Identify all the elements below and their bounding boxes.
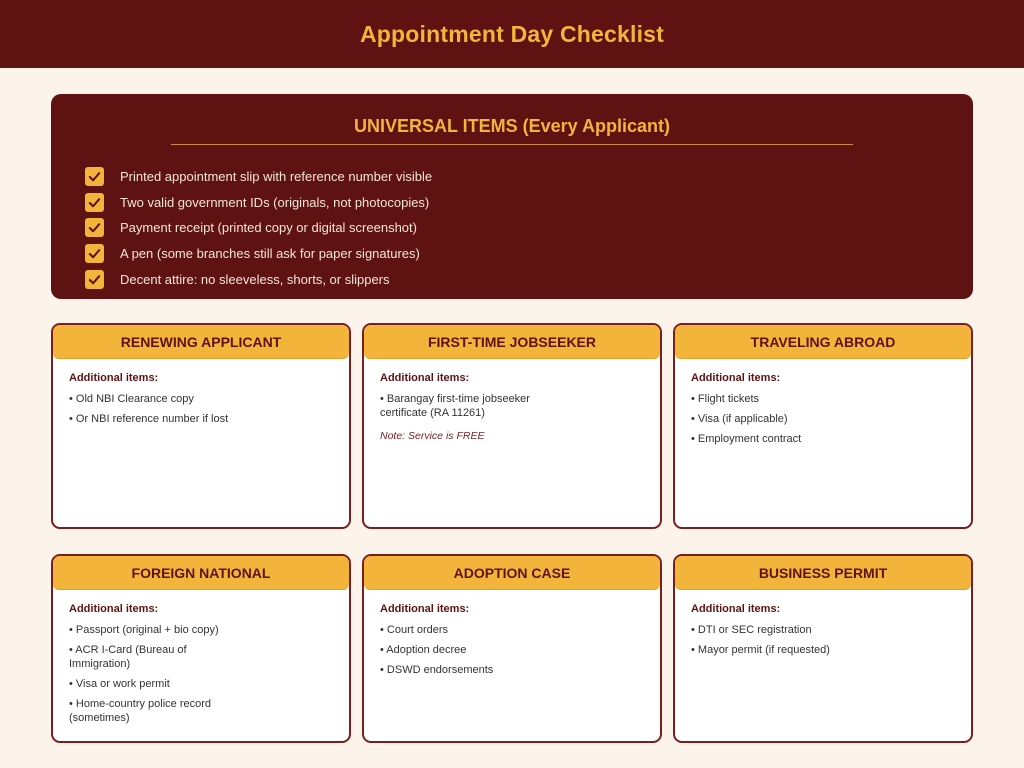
list-item: • Home-country police record (sometimes): [69, 698, 212, 724]
list-item: • Barangay first-time jobseeker certificate (RA 11261): [380, 393, 530, 419]
universal-item: [85, 215, 432, 241]
page-header: [0, 0, 1024, 68]
card-renewing-applicant: [51, 323, 351, 529]
list-item: • DTI or SEC registration: [691, 624, 812, 636]
checkbox-checked-icon: [85, 244, 104, 263]
card-header: [53, 325, 349, 359]
list-item: • Adoption decree: [380, 644, 467, 656]
card-subtitle: Additional items:: [69, 603, 159, 615]
card-title: FOREIGN NATIONAL: [131, 564, 271, 581]
card-subtitle: Additional items:: [691, 372, 781, 384]
card-header: [675, 556, 971, 590]
card-subtitle: Additional items:: [69, 372, 159, 384]
universal-item-label: Printed appointment slip with reference number visible: [120, 169, 433, 185]
universal-item: [85, 190, 432, 216]
list-item: • Employment contract: [691, 433, 802, 445]
list-item: • Court orders: [380, 624, 449, 636]
list-item: • Or NBI reference number if lost: [69, 413, 229, 425]
list-item: • DSWD endorsements: [380, 664, 494, 676]
card-header: [53, 556, 349, 590]
card-title: ADOPTION CASE: [453, 564, 571, 581]
checkbox-checked-icon: [85, 218, 104, 237]
checkbox-checked-icon: [85, 167, 104, 186]
card-header: [675, 325, 971, 359]
universal-item: [85, 241, 432, 267]
card-subtitle: Additional items:: [691, 603, 781, 615]
list-item: • Visa (if applicable): [691, 413, 788, 425]
card-title: RENEWING APPLICANT: [120, 333, 282, 350]
card-title: TRAVELING ABROAD: [750, 333, 896, 350]
list-item: • Passport (original + bio copy): [69, 624, 219, 636]
list-item: • Mayor permit (if requested): [691, 644, 830, 656]
card-subtitle: Additional items:: [380, 603, 470, 615]
universal-item-label: Two valid government IDs (originals, not photocopies): [120, 194, 430, 210]
card-traveling-abroad: [673, 323, 973, 529]
checkbox-checked-icon: [85, 270, 104, 289]
card-title: FIRST-TIME JOBSEEKER: [427, 333, 597, 350]
universal-item-label: Decent attire: no sleeveless, shorts, or slippers: [120, 271, 390, 287]
universal-item-label: Payment receipt (printed copy or digital screenshot): [120, 220, 417, 236]
universal-title: UNIVERSAL ITEMS (Every Applicant): [353, 116, 671, 136]
card-foreign-national: [51, 554, 351, 743]
universal-item: [85, 164, 432, 190]
universal-items-panel: [51, 94, 973, 299]
list-item: • Old NBI Clearance copy: [69, 393, 194, 405]
card-note: Note: Service is FREE: [380, 430, 485, 442]
card-title: BUSINESS PERMIT: [758, 564, 888, 581]
card-business-permit: [673, 554, 973, 743]
universal-item: [85, 266, 432, 292]
universal-divider: [171, 144, 853, 145]
list-item: • Flight tickets: [691, 393, 760, 405]
list-item: • ACR I-Card (Bureau of Immigration): [69, 644, 187, 670]
card-header: [364, 325, 660, 359]
list-item: • Visa or work permit: [69, 678, 170, 690]
card-header: [364, 556, 660, 590]
checkbox-checked-icon: [85, 193, 104, 212]
universal-list: [85, 164, 432, 292]
card-adoption-case: [362, 554, 662, 743]
page-title: Appointment Day Checklist: [359, 20, 665, 47]
card-first-time-jobseeker: [362, 323, 662, 529]
card-subtitle: Additional items:: [380, 372, 470, 384]
universal-item-label: A pen (some branches still ask for paper signatures): [120, 246, 420, 262]
